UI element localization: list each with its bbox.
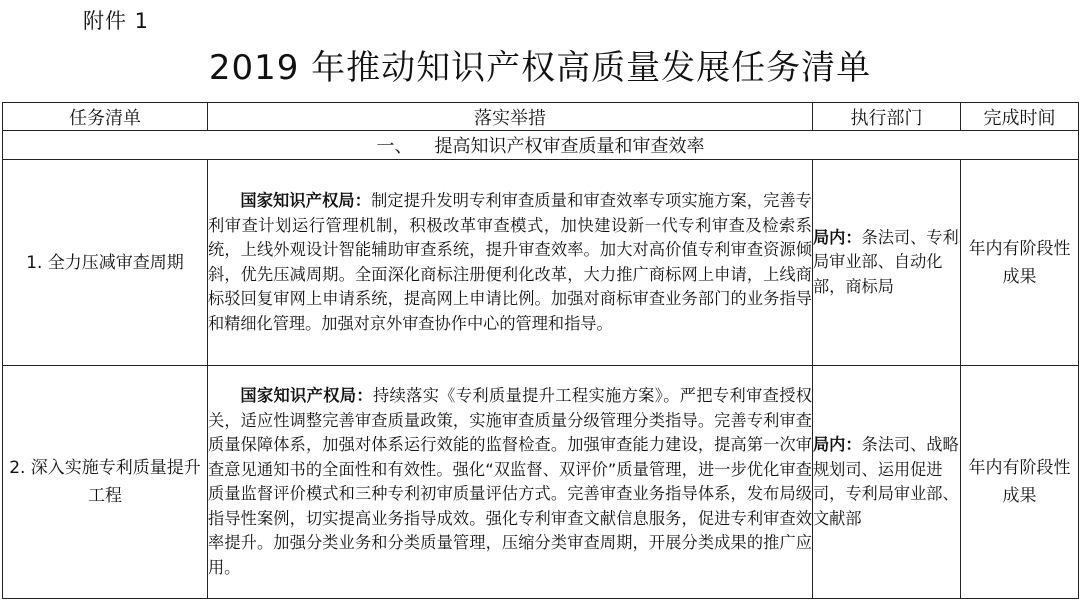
header-task: 任务清单 (3, 103, 208, 131)
table-header-row (3, 103, 1079, 131)
section-title: 提高知识产权审查质量和审查效率 (434, 136, 705, 157)
section-number: 一、 (376, 136, 413, 157)
measures-text: 制定提升发明专利审查质量和审查效率专项实施方案，完善专利审查计划运行管理机制，积极改革审查模式，加快建设新一代专利审查及检索系统，上线外观设计智能辅助审查系统，提升审查效率。加大对高价值专利审查资源倾斜，优先压减周期。全面深化商标注册便利化改革，大力推广商标网上申请，上线商标驳回复审网上申请系统，提高网上申请比例。加强对商标审查业务部门的业务指导和精细化管理。加强对京外审查协作中心的管理和指导。 (208, 191, 812, 333)
task-name: 1. 全力压减审查周期 (3, 160, 208, 366)
measures-text: 持续落实《专利质量提升工程实施方案》。严把专利审查授权关，适应性调整完善审查质量政策，实施审查质量分级管理分类指导。完善专利审查质量保障体系，加强对体系运行效能的监督检查。加强审查能力建设，提高第一次审查意见通知书的全面性和有效性。强化“双监督、双评价”质量管理，进一步优化审查质量监督评价模式和三种专利初审质量评估方式。完善审查业务指导体系，发布局级指导性案例，切实提高业务指导成效。强化专利审查文献信息服务，促进专利审查效率提升。加强分类业务和分类质量管理，压缩分类审查周期，开展分类成果的推广应用。 (208, 386, 812, 577)
dept-cell (813, 366, 961, 599)
header-measures: 落实举措 (208, 103, 813, 131)
attachment-label: 附件 1 (83, 9, 150, 33)
dept-lead: 局内： (813, 227, 862, 247)
task-table (2, 102, 1079, 599)
header-dept: 执行部门 (813, 103, 961, 131)
measures-cell (208, 160, 813, 366)
deadline-cell: 年内有阶段性成果 (961, 160, 1079, 366)
measures-lead: 国家知识产权局： (240, 191, 372, 210)
document-title: 2019 年推动知识产权高质量发展任务清单 (208, 48, 872, 88)
measures-lead: 国家知识产权局： (240, 386, 373, 405)
dept-text: 条法司、专利局审业部、自动化部，商标局 (813, 227, 959, 296)
table-row (3, 160, 1079, 366)
section-row (3, 131, 1079, 160)
task-name: 2. 深入实施专利质量提升工程 (3, 366, 208, 599)
header-deadline: 完成时间 (961, 103, 1079, 131)
deadline-cell: 年内有阶段性成果 (961, 366, 1079, 599)
measures-cell (208, 366, 813, 599)
dept-text: 条法司、战略规划司、运用促进司，专利局审业部、文献部 (813, 435, 959, 528)
dept-lead: 局内： (813, 435, 862, 454)
section-heading (3, 131, 1079, 160)
table-row (3, 366, 1079, 599)
dept-cell (813, 160, 961, 366)
